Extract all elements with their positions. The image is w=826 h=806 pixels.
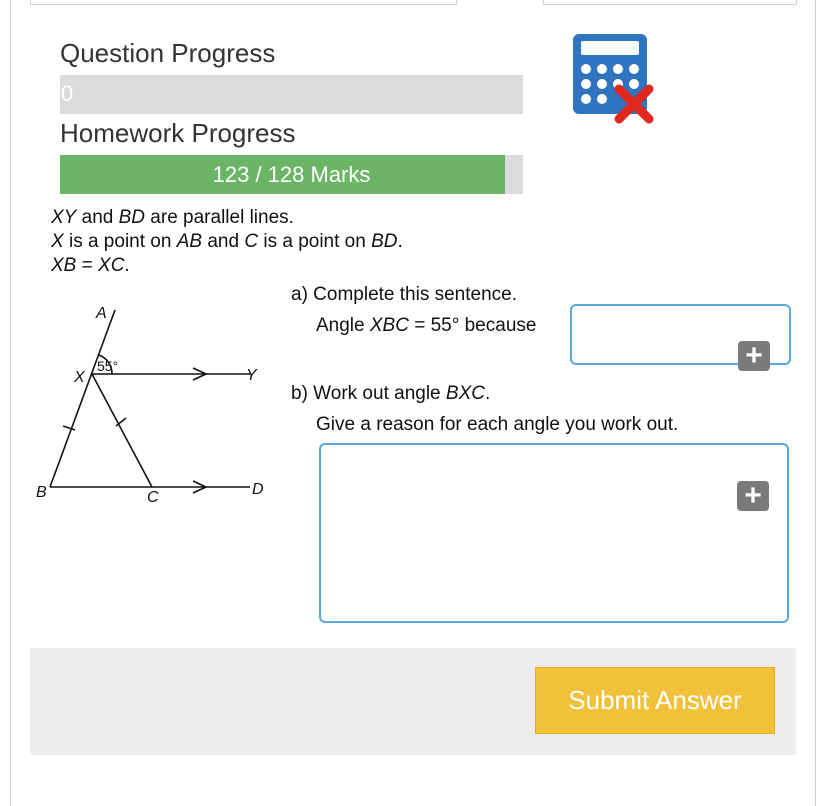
geometry-diagram <box>30 298 280 513</box>
intro-text: is a point on <box>258 231 372 252</box>
label-x: X <box>74 369 85 386</box>
sentence-var-xbc: XBC <box>369 315 409 336</box>
sentence-text: Angle <box>316 315 370 336</box>
question-progress-value: 0 <box>61 81 74 106</box>
part-b-instruction: Give a reason for each angle you work out. <box>316 414 679 435</box>
line-xc <box>92 374 152 487</box>
intro-line-1 <box>51 206 403 230</box>
label-d: D <box>252 481 264 498</box>
sentence-text: = 55° because <box>408 315 537 336</box>
question-progress-bar <box>60 75 523 114</box>
intro-text: . <box>397 231 403 252</box>
part-b-prompt <box>291 383 490 405</box>
label-b: B <box>36 484 47 501</box>
intro-text: and <box>76 207 119 228</box>
top-tab-left[interactable] <box>30 0 457 5</box>
part-a-sentence <box>316 315 536 337</box>
intro-text: are parallel lines. <box>145 207 294 228</box>
angle-label: 55° <box>97 358 119 374</box>
calculator-not-allowed-icon <box>572 33 658 127</box>
intro-text: = <box>76 255 99 276</box>
intro-var-x: X <box>51 231 64 252</box>
tick-xb <box>63 426 75 430</box>
label-y: Y <box>246 367 257 384</box>
label-a: A <box>96 305 107 322</box>
intro-var-ab: AB <box>176 231 203 252</box>
intro-var-c: C <box>244 231 259 252</box>
homework-progress-title: Homework Progress <box>60 118 296 148</box>
intro-line-2 <box>51 230 403 254</box>
homework-progress-label: 123 / 128 Marks <box>212 162 371 187</box>
intro-var-xc: XC <box>98 255 125 276</box>
intro-text: is a point on <box>63 231 177 252</box>
submit-answer-button[interactable]: Submit Answer <box>535 667 775 734</box>
prompt-text: . <box>484 383 491 404</box>
part-a-insert-button[interactable]: + <box>738 341 770 371</box>
homework-progress-bar <box>60 155 523 194</box>
answer-footer <box>30 648 796 755</box>
intro-var-xy: XY <box>51 207 77 228</box>
intro-text: and <box>202 231 245 252</box>
question-progress-title: Question Progress <box>60 38 276 68</box>
intro-var-xb: XB <box>51 255 77 276</box>
label-c: C <box>147 489 159 506</box>
question-intro <box>51 206 403 278</box>
part-b-answer-input[interactable] <box>319 443 789 623</box>
part-b-insert-button[interactable]: + <box>737 481 769 511</box>
part-a-prompt: a) Complete this sentence. <box>291 284 518 305</box>
intro-text: . <box>124 255 130 276</box>
intro-var-bd: BD <box>371 231 398 252</box>
intro-var-bd: BD <box>118 207 146 228</box>
top-tab-right[interactable] <box>543 0 797 5</box>
prompt-var-bxc: BXC <box>445 383 485 404</box>
intro-line-3 <box>51 254 403 278</box>
prompt-text: b) Work out angle <box>291 383 446 404</box>
